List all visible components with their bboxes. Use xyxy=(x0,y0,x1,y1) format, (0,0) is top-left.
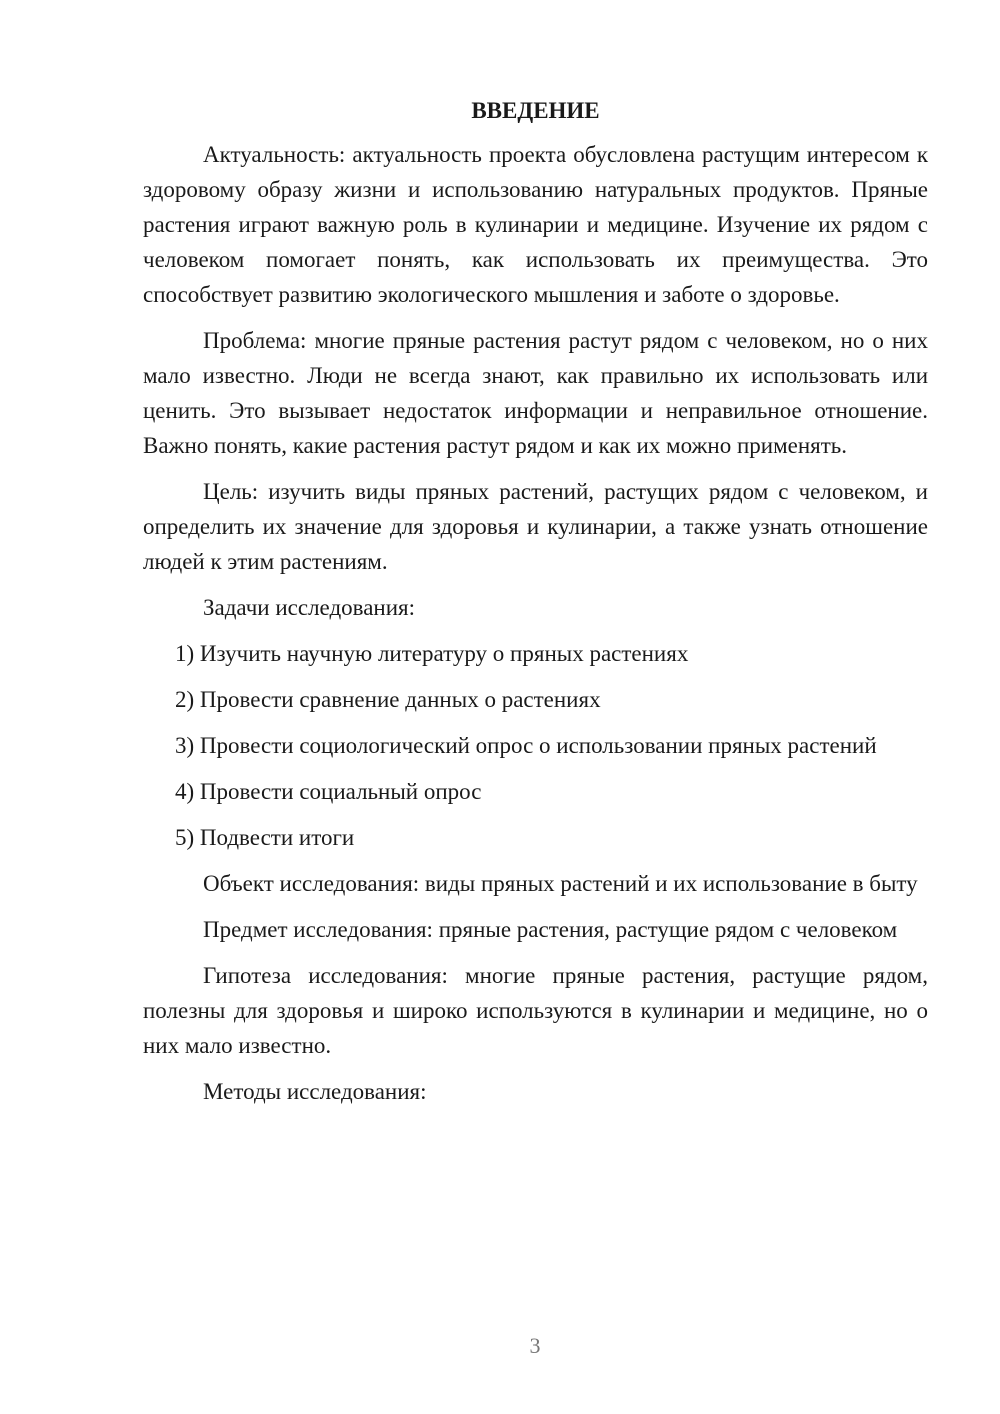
tasks-heading: Задачи исследования: xyxy=(203,595,416,620)
task-item: 1) Изучить научную литературу о пряных растениях xyxy=(175,641,689,666)
methods-heading: Методы исследования: xyxy=(203,1079,427,1104)
task-item: 5) Подвести итоги xyxy=(175,825,355,850)
object-paragraph: Объект исследования: виды пряных растений и их использование в быту xyxy=(203,871,918,896)
relevance-paragraph: Актуальность: актуальность проекта обусловлена растущим интересом к здоровому образу жизни и использованию натуральных продуктов. Пряные растения играют важную роль в кулинарии и медицине. Изучение их рядом с человеком помогает понять, как использовать их преимущества. Это способствует развитию экологического мышления и заботе о здоровье. xyxy=(143,142,928,307)
task-item: 2) Провести сравнение данных о растениях xyxy=(175,687,601,712)
page-title: ВВЕДЕНИЕ xyxy=(471,98,600,123)
document-body xyxy=(143,95,928,1120)
hypothesis-paragraph: Гипотеза исследования: многие пряные растения, растущие рядом, полезны для здоровья и широко используются в кулинарии и медицине, но о них мало известно. xyxy=(143,963,928,1058)
task-item: 4) Провести социальный опрос xyxy=(175,779,482,804)
problem-paragraph: Проблема: многие пряные растения растут рядом с человеком, но о них мало известно. Люди не всегда знают, как правильно их использовать или ценить. Это вызывает недостаток информации и неправильное отношение. Важно понять, какие растения растут рядом и как их можно применять. xyxy=(143,328,928,458)
task-item: 3) Провести социологический опрос о использовании пряных растений xyxy=(175,733,877,758)
goal-paragraph: Цель: изучить виды пряных растений, растущих рядом с человеком, и определить их значение для здоровья и кулинарии, а также узнать отношение людей к этим растениям. xyxy=(143,479,928,574)
subject-paragraph: Предмет исследования: пряные растения, растущие рядом с человеком xyxy=(203,917,898,942)
page-number: 3 xyxy=(529,1333,541,1358)
